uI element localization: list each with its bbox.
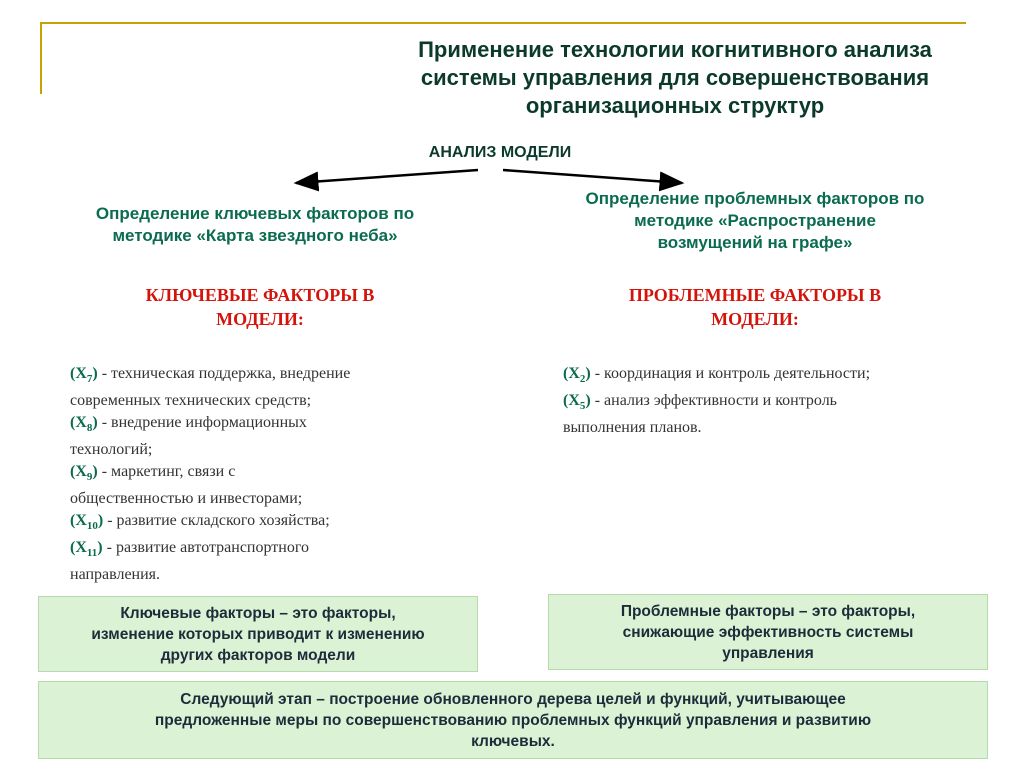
factor-item (563, 390, 983, 439)
factor-code: $(X_9)$ (70, 463, 98, 483)
factor-index: 8 (86, 422, 93, 434)
factor-text: выполнения планов. (563, 419, 702, 436)
factor-var: X (75, 463, 87, 480)
factor-index: 9 (86, 471, 93, 483)
factor-item (70, 537, 480, 586)
factor-text: - координация и контроль деятельности; (594, 365, 871, 382)
factor-index: 7 (86, 373, 93, 385)
factor-item (70, 363, 480, 412)
factor-line (70, 564, 480, 586)
factor-text: - маркетинг, связи с (101, 463, 236, 480)
factor-item (70, 412, 480, 461)
arrow-left (296, 170, 478, 183)
factor-code: $(X_8)$ (70, 414, 98, 434)
factor-text: - анализ эффективности и контроль (594, 392, 837, 409)
factor-var: X (75, 365, 87, 382)
factor-line (70, 510, 480, 537)
factor-item (70, 461, 480, 510)
factor-code: $(X_5)$ (563, 392, 591, 412)
key-factors-list (70, 363, 480, 586)
factor-line (70, 390, 480, 412)
factor-index: 11 (86, 547, 98, 559)
factor-item (563, 363, 983, 390)
problem-factors-heading: ПРОБЛЕМНЫЕ ФАКТОРЫ В МОДЕЛИ: (628, 285, 882, 329)
factor-var: X (75, 539, 87, 556)
factor-text: технологий; (70, 441, 153, 458)
factor-code: $(X_{11})$ (70, 539, 103, 559)
factor-code: $(X_{10})$ (70, 512, 104, 532)
problem-factors-definition: Проблемные факторы – это факторы, снижающие эффективность системы управления (548, 594, 988, 670)
factor-text: направления. (70, 566, 161, 583)
title-line: системы управления для совершенствования (420, 65, 930, 90)
factor-var: X (568, 365, 580, 382)
key-factors-heading: КЛЮЧЕВЫЕ ФАКТОРЫ В МОДЕЛИ: (145, 285, 375, 329)
factor-line (70, 439, 480, 461)
left-method-line: Определение ключевых факторов по (95, 204, 415, 223)
factor-line (563, 363, 983, 390)
arrow-right (503, 170, 682, 183)
right-method-line: возмущений на графе» (657, 233, 853, 252)
analysis-label: АНАЛИЗ МОДЕЛИ (428, 144, 572, 161)
factor-line (70, 412, 480, 439)
factor-line (70, 363, 480, 390)
factor-var: X (568, 392, 580, 409)
problem-factors-list (563, 363, 983, 439)
factor-text: общественностью и инвесторами; (70, 490, 303, 507)
left-method (40, 203, 470, 247)
factor-line (70, 488, 480, 510)
factor-line (70, 461, 480, 488)
factor-code: $(X_2)$ (563, 365, 591, 385)
key-factors-definition: Ключевые факторы – это факторы, изменение которых приводит к изменению других факторов модели (38, 596, 478, 672)
factor-line (70, 537, 480, 564)
factor-text: - внедрение информационных (101, 414, 307, 431)
factor-index: 10 (86, 520, 98, 532)
factor-line (563, 417, 983, 439)
right-method (535, 188, 975, 254)
right-method-line: методике «Распространение (634, 211, 876, 230)
title-line: организационных структур (525, 93, 825, 118)
factor-text: - развитие автотранспортного (106, 539, 309, 556)
next-step-box: Следующий этап – построение обновленного дерева целей и функций, учитывающее предложенные меры по совершенствованию проблемных функций управления и развитию ключевых. (38, 681, 988, 759)
factor-index: 5 (579, 400, 586, 412)
factor-text: - развитие складского хозяйства; (107, 512, 330, 529)
title-line: Применение технологии когнитивного анализа (418, 37, 932, 62)
factor-code: $(X_7)$ (70, 365, 98, 385)
factor-line (563, 390, 983, 417)
factor-var: X (75, 414, 87, 431)
factor-text: современных технических средств; (70, 392, 312, 409)
factor-var: X (75, 512, 87, 529)
left-method-line: методике «Карта звездного неба» (112, 226, 398, 245)
factor-text: - техническая поддержка, внедрение (101, 365, 351, 382)
factor-index: 2 (579, 373, 586, 385)
right-method-line: Определение проблемных факторов по (585, 189, 925, 208)
factor-item (70, 510, 480, 537)
